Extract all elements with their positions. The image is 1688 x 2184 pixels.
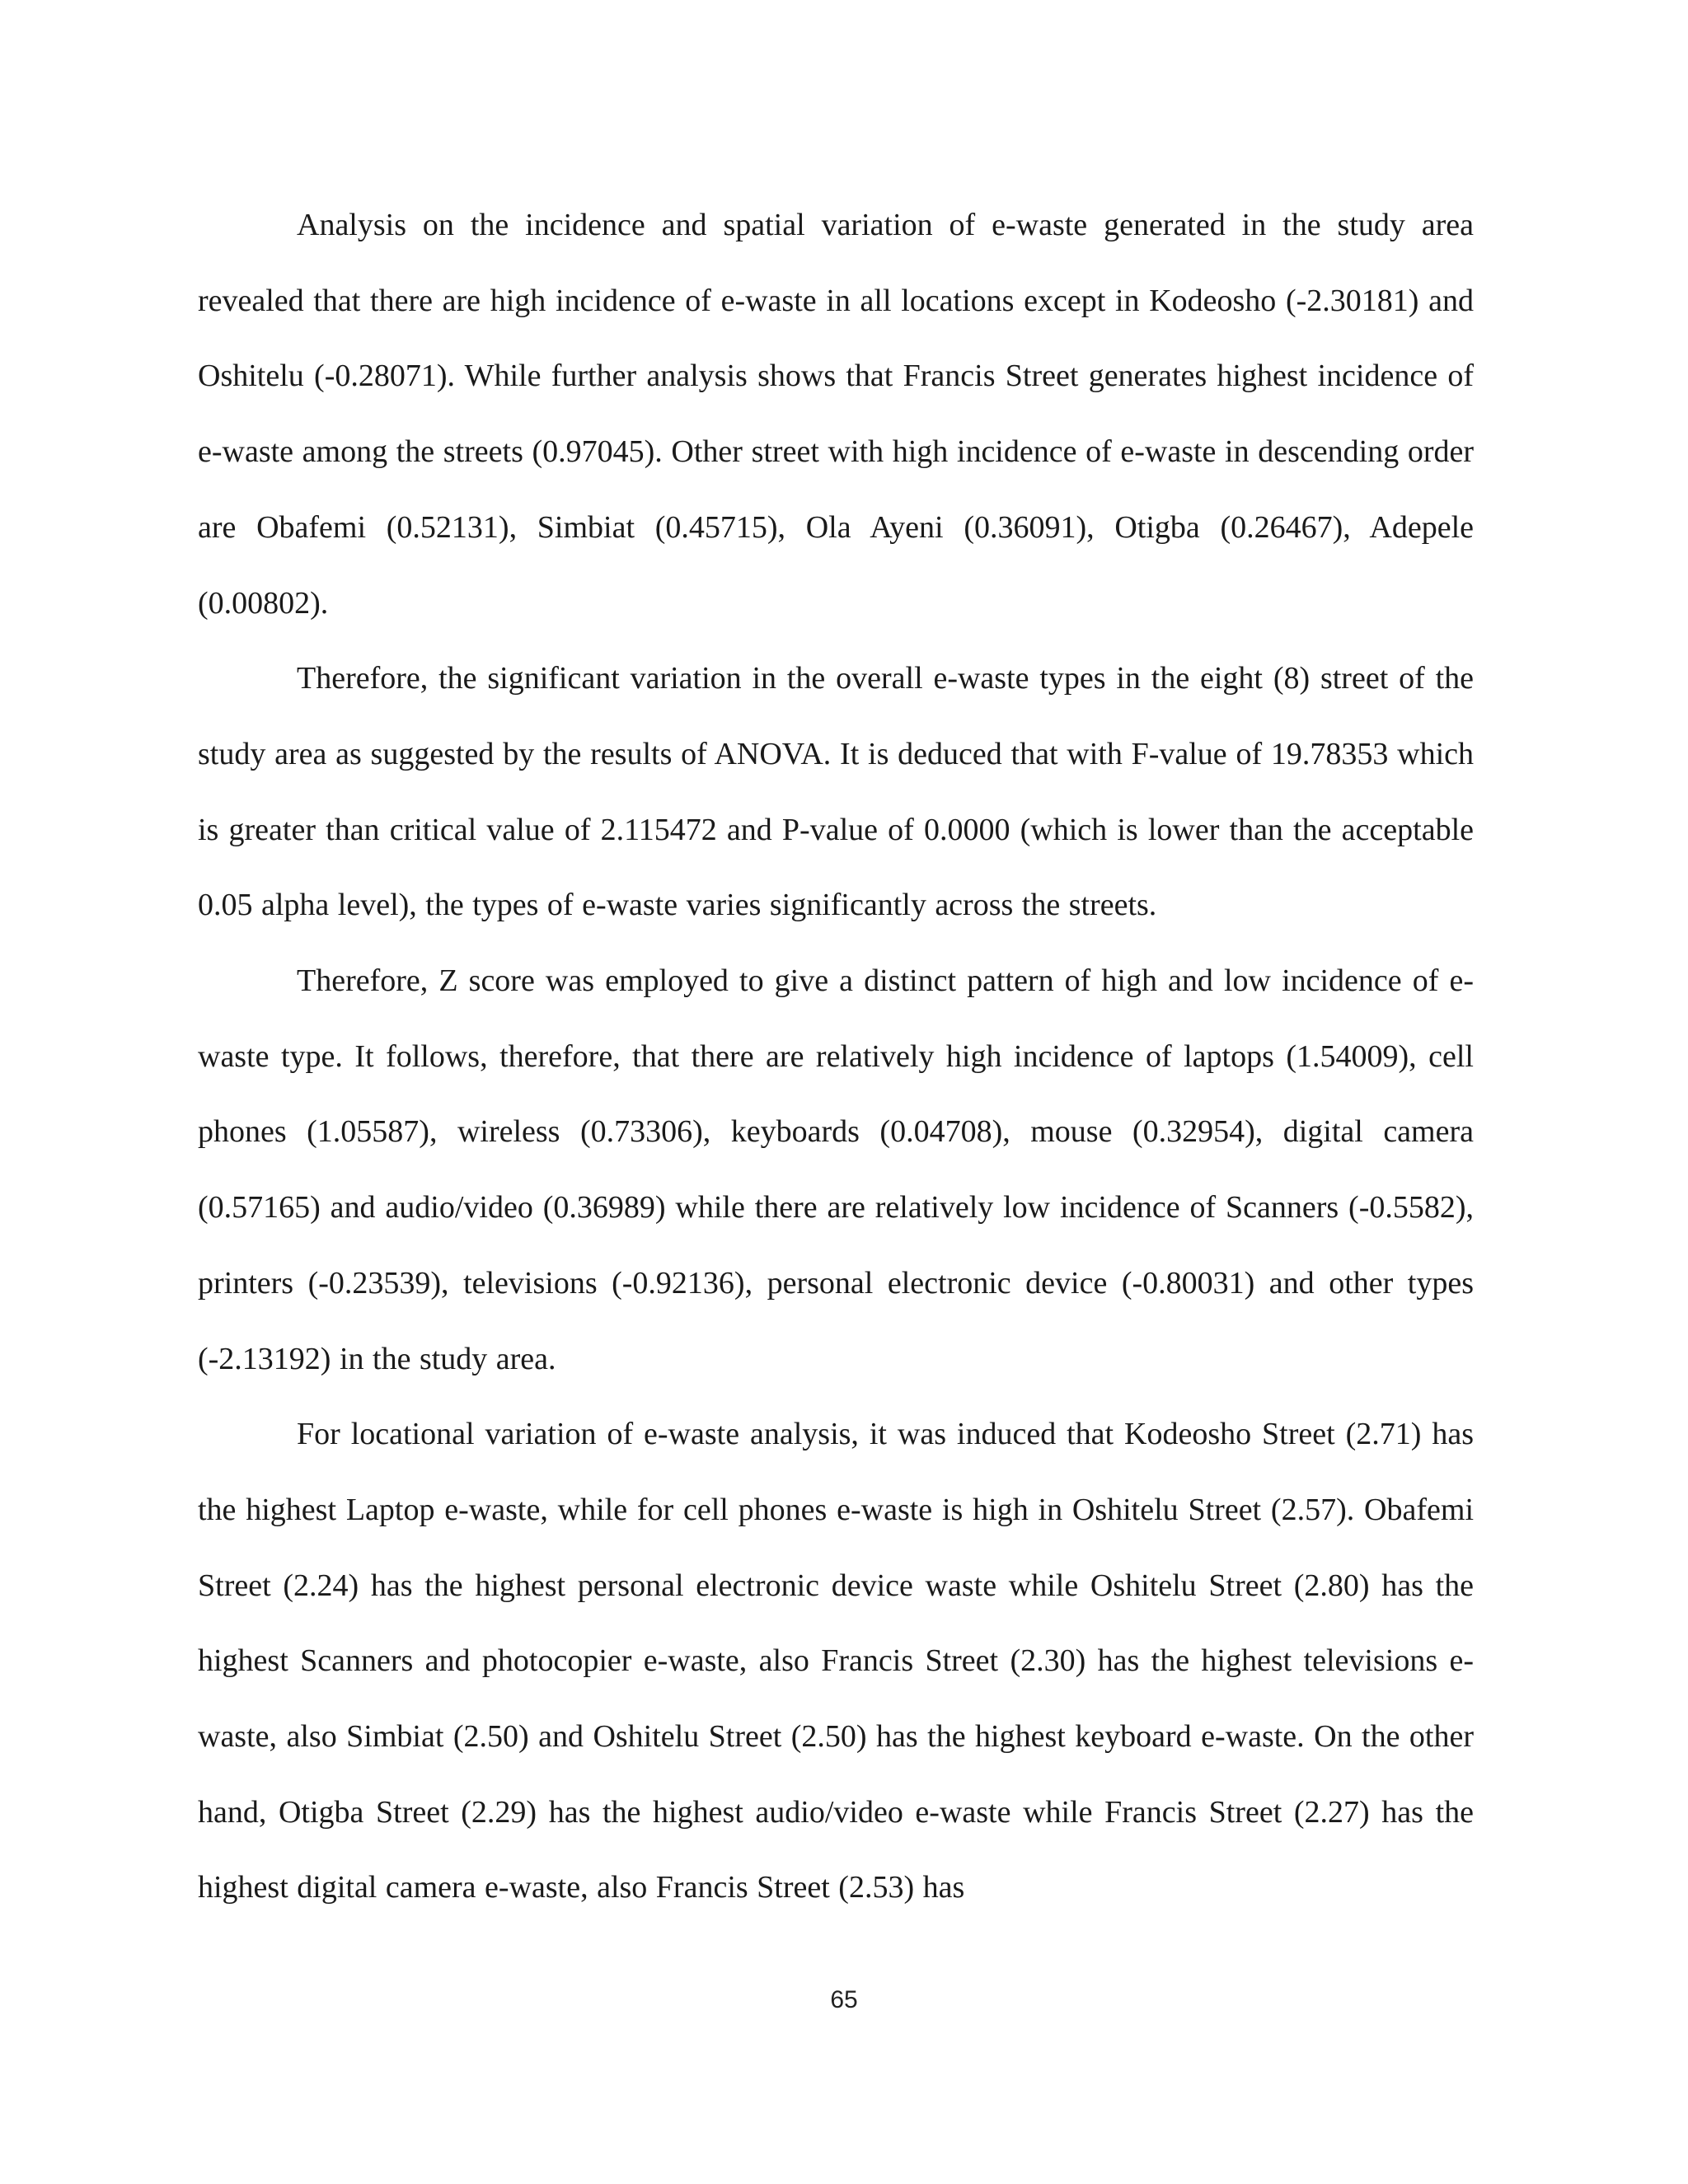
paragraph-anova-results: Therefore, the significant variation in the overall e-waste types in the eight (8) street of the study area as suggested by the results of ANOVA. It is deduced that with F-value of 19.78353 which is greater than critical value of 2.115472 and P-value of 0.0000 (which is lower than the acceptable 0.05 alpha level), the types of e-waste varies significantly across the streets. <box>198 661 1474 923</box>
page-number: 65 <box>830 1986 858 2013</box>
paragraph-locational-variation: For locational variation of e-waste analysis, it was induced that Kodeosho Street (2.71) has the highest Laptop e-waste, while for cell phones e-waste is high in Oshitelu Street (2.57). Obafemi Street (2.24) has the highest personal electronic device waste while Oshitelu Street (2.80) has the highest Scanners and photocopier e-waste, also Francis Street (2.30) has the highest televisions e-waste, also Simbiat (2.50) and Oshitelu Street (2.50) has the highest keyboard e-waste. On the other hand, Otigba Street (2.29) has the highest audio/video e-waste while Francis Street (2.27) has the highest digital camera e-waste, also Francis Street (2.53) has <box>198 1417 1474 1905</box>
body-text <box>198 188 1474 1926</box>
paragraph-z-score: Therefore, Z score was employed to give a distinct pattern of high and low incidence of e-waste type. It follows, therefore, that there are relatively high incidence of laptops (1.54009), cell phones (1.05587), wireless (0.73306), keyboards (0.04708), mouse (0.32954), digital camera (0.57165) and audio/video (0.36989) while there are relatively low incidence of Scanners (-0.5582), printers (-0.23539), televisions (-0.92136), personal electronic device (-0.80031) and other types (-2.13192) in the study area. <box>198 963 1474 1376</box>
paragraph-incidence-analysis: Analysis on the incidence and spatial variation of e-waste generated in the study area revealed that there are high incidence of e-waste in all locations except in Kodeosho (-2.30181) and Oshitelu (-0.28071). While further analysis shows that Francis Street generates highest incidence of e-waste among the streets (0.97045). Other street with high incidence of e-waste in descending order are Obafemi (0.52131), Simbiat (0.45715), Ola Ayeni (0.36091), Otigba (0.26467), Adepele (0.00802). <box>198 208 1474 621</box>
